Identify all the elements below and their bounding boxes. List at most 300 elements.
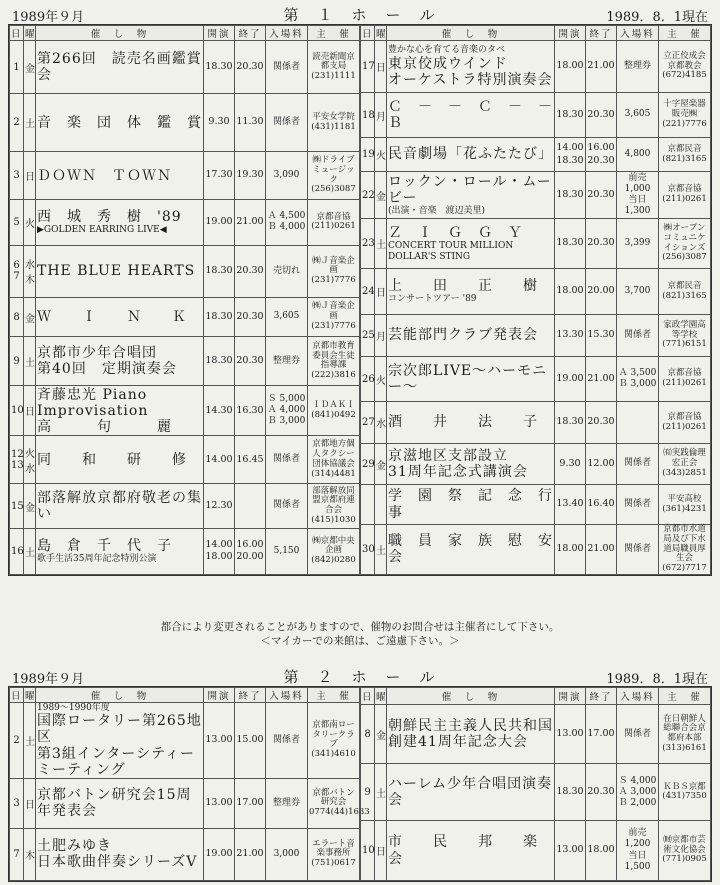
table-row [10,703,360,779]
table-row [10,828,360,880]
price-cell: 3,399 [617,219,659,269]
host-cell: ㈲実践倫理宏正会 (343)2851 [659,444,711,485]
host-cell: 京都民音 (821)3165 [659,138,711,172]
host-cell: 十字屋楽器販売㈱ (221)7776 [659,93,711,138]
end-time-cell: 21.00 [586,525,617,575]
event-cell [387,357,555,402]
end-time-cell: 15.00 [235,703,266,779]
price-cell: 前売 1,200 当日 1,500 [617,821,659,880]
host-cell: 京都南ロータリークラブ (341)4610 [308,703,360,779]
day-cell: 9 [10,337,24,386]
weekday-cell: 水 [375,402,387,444]
end-time-cell: 21.00 [586,41,617,93]
column-header: 終了 [586,688,617,705]
day-cell: 23 [361,219,375,269]
weekday-cell: 月 [375,93,387,138]
price-cell: 関係者 [617,525,659,575]
table-row [361,357,711,402]
price-cell: 関係者 [617,315,659,357]
end-time-cell: 20.30 [235,337,266,386]
table-row [10,297,360,337]
day-cell: 17 [361,41,375,93]
event-title: 国際ロータリー第265地区 第3組インターシティーミーティング [37,713,202,778]
host-cell: 家政学園高等学校 (771)6151 [659,315,711,357]
day-cell: 3 [10,778,24,828]
price-cell: Ｓ 5,000 Ａ 4,000 Ｂ 3,000 [266,386,308,436]
start-time-cell: 13.00 [555,705,586,764]
host-cell: 京都音協 (211)0261 [659,402,711,444]
table-row [361,525,711,575]
table-row [361,315,711,357]
host-cell: ㈱Ｊ音楽企画 (231)7776 [308,245,360,297]
notice-line-2: ＜マイカーでの来館は、ご遠慮下さい。＞ [260,635,460,647]
weekday-cell: 金 [375,705,387,764]
price-cell: Ａ 3,500 Ｂ 3,000 [617,357,659,402]
column-header: 開演 [555,26,586,41]
event-cell [36,436,204,484]
weekday-cell: 金 [24,484,36,529]
table-row [10,41,360,94]
event-title: 京都市少年合唱団 第40回 定期演奏会 [37,345,177,378]
weekday-cell: 土 [24,94,36,152]
start-time-cell: 13.30 [555,315,586,357]
end-time-cell: 20.30 [586,764,617,821]
start-time-cell: 18.30 [555,219,586,269]
weekday-cell [375,485,387,525]
end-time-cell: 20.30 [586,219,617,269]
table-row [361,485,711,525]
event-title: 斉藤忠光 Piano Improvisation 高 句 麗 [37,386,172,435]
weekday-cell: 日 [375,269,387,315]
event-note: 1989〜1990年度 [37,703,110,713]
column-header: 終了 [586,26,617,41]
end-time-cell: 12.00 [586,444,617,485]
start-time-cell: 19.00 [204,199,235,245]
event-cell [387,485,568,525]
end-time-cell: 17.00 [586,705,617,764]
event-title: 京滋地区支部設立 31周年記念式講演会 [388,447,528,480]
table-row [10,778,360,828]
price-cell: 関係者 [266,436,308,484]
weekday-cell: 土 [375,764,387,821]
event-cell [387,138,555,172]
notice [0,620,720,648]
end-time-cell: 15.30 [586,315,617,357]
day-cell: 8 [10,297,24,337]
start-time-cell: 14.30 [204,386,235,436]
table-row [361,705,711,764]
price-cell: 整理券 [617,41,659,93]
day-cell: 30 [361,525,375,575]
event-title: 東京佼成ウインド オーケストラ特別演奏会 [388,55,553,88]
price-cell: 前売 1,000 当日 1,300 [617,172,659,219]
event-cell [36,297,204,337]
weekday-cell: 土 [24,703,36,779]
end-time-cell: 20.30 [235,297,266,337]
column-header: 催 し 物 [36,26,204,41]
event-title: 京都バトン研究会15周年発表会 [37,787,192,820]
end-time-cell: 20.30 [235,41,266,94]
column-header: 日 [10,26,24,41]
end-time-cell: 20.30 [235,245,266,297]
start-time-cell: 13.40 [555,485,586,525]
host-cell: 京都音協 (211)0261 [659,172,711,219]
start-time-cell: 13.00 [204,778,235,828]
column-header: 曜 [24,26,36,41]
event-cell [36,386,204,436]
day-cell [361,485,375,525]
host-cell: 京都民音 (821)3165 [659,269,711,315]
host-cell: 在日朝鮮人総聯合会京都府本部 (313)6161 [659,705,711,764]
column-header: 開演 [555,688,586,705]
column-header: 入場料 [617,688,659,705]
end-time-cell: 20.30 [586,172,617,219]
day-cell: 15 [10,484,24,529]
table-row [361,219,711,269]
weekday-cell: 木 [24,828,36,880]
price-cell: 3,000 [266,828,308,880]
hall-2-schedule [8,686,712,882]
start-time-cell: 17.30 [204,152,235,200]
table-row [10,245,360,297]
host-cell: 京都音協 (211)0261 [659,357,711,402]
host-cell: 京都バトン研究会 0774(44)1633 [308,778,360,828]
header-row [361,26,711,41]
event-title: 部落解放京都府敬老の集い [37,489,202,523]
price-cell [617,402,659,444]
end-time-cell: 17.00 [235,778,266,828]
start-time-cell: 13.00 [555,821,586,880]
day-cell: 1 [10,41,24,94]
event-subtitle: CONCERT TOUR MILLION DOLLAR'S STING [388,241,514,262]
host-cell: ㈱Ｊ音楽企画 (231)7776 [308,297,360,337]
weekday-cell: 水 木 [24,245,36,297]
table-row [361,821,711,880]
event-title: 土肥みゆき 日本歌曲伴奏シリーズⅤ [37,838,198,871]
event-cell [36,152,204,200]
day-cell: 26 [361,357,375,402]
table-row [10,94,360,152]
event-title: 同 和 研 修 [37,451,187,468]
start-time-cell: 18.30 [204,297,235,337]
day-cell: 10 [10,386,24,436]
host-cell: ＩＤＡＫＩ (841)0492 [308,386,360,436]
hall-1-schedule [8,24,712,576]
hall-2-title: 第 ２ ホ ー ル [283,668,437,686]
event-cell [36,703,204,779]
event-title: 西 城 秀 樹 '89 [37,209,182,226]
start-time-cell: 14.00 18.30 [555,138,586,172]
price-cell: 関係者 [266,703,308,779]
price-cell: 5,150 [266,528,308,574]
event-cell [36,94,204,152]
table-row [10,199,360,245]
hall-2-right-table [360,687,711,881]
event-cell [387,219,555,269]
start-time-cell: 9.30 [204,94,235,152]
day-cell: 18 [361,93,375,138]
column-header: 催 し 物 [36,688,204,703]
hall-2-left-table [9,687,370,881]
end-time-cell: 20.30 [586,402,617,444]
day-cell: 22 [361,172,375,219]
day-cell: 2 [10,94,24,152]
event-title: ハーレム少年合唱団演奏会 [388,776,553,809]
host-cell: エラート音楽事務所 (751)0617 [308,828,360,880]
hall-2-section [8,664,712,882]
host-cell: ㈱オープンコミュニケイションズ (256)3087 [659,219,711,269]
event-title: 第266回 読売名画鑑賞会 [37,51,202,84]
start-time-cell: 9.30 [555,444,586,485]
start-time-cell: 18.00 [555,269,586,315]
start-time-cell: 12.30 [204,484,235,529]
event-title: 職 員 家 族 慰 安 会 [388,533,568,566]
column-header: 主 催 [659,688,711,705]
table-row [10,528,360,574]
table-row [361,41,711,93]
event-title: 上 田 正 樹 [388,278,538,295]
start-time-cell: 14.00 18.00 [204,528,235,574]
host-cell: ㈶京都市芸術文化協会 (771)0905 [659,821,711,880]
end-time-cell: 16.30 [235,386,266,436]
weekday-cell: 月 [375,315,387,357]
column-header: 催 し 物 [387,688,555,705]
event-cell [36,337,204,386]
column-header: 催 し 物 [387,26,555,41]
event-cell [387,525,568,575]
event-cell [387,821,568,880]
table-row [10,484,360,529]
day-cell: 9 [361,764,375,821]
event-cell [36,199,204,245]
price-cell: 3,605 [266,297,308,337]
table-row [10,386,360,436]
start-time-cell: 19.00 [204,828,235,880]
day-cell: 25 [361,315,375,357]
event-cell [36,528,204,574]
day-cell: 27 [361,402,375,444]
host-cell: ㈱ドライブ ミュージック (256)3087 [308,152,360,200]
hall-2-header [8,664,712,686]
day-cell: 12 13 [10,436,24,484]
weekday-cell: 日 [375,821,387,880]
header-row [361,688,711,705]
day-cell: 8 [361,705,375,764]
header-row [10,26,360,41]
event-note: 豊かな心を育てる音楽のタベ [388,45,506,56]
weekday-cell: 火 [375,138,387,172]
end-time-cell: 21.00 [586,357,617,402]
table-row [361,172,711,219]
price-cell: Ｓ 4,000 Ａ 3,000 Ｂ 2,000 [617,764,659,821]
table-row [361,402,711,444]
event-cell [387,93,568,138]
event-title: ロックン・ロール・ムービー [388,173,552,206]
event-title: 民音劇場「花ふたたび」 [388,146,553,163]
price-cell: 関係者 [266,94,308,152]
event-title: THE BLUE HEARTS [37,263,196,280]
day-cell: 6 7 [10,245,24,297]
event-title: Ｗ Ｉ Ｎ Ｋ [37,308,187,325]
start-time-cell: 13.00 [204,703,235,779]
event-subtitle: 歌手生活35周年記念特別公演 [37,554,157,565]
weekday-cell: 火 [24,199,36,245]
event-subtitle: (出演・音楽 渡辺美里) [388,205,486,216]
event-cell [387,705,555,764]
event-cell [387,41,555,93]
weekday-cell: 土 [24,528,36,574]
end-time-cell [235,484,266,529]
start-time-cell: 18.00 [555,41,586,93]
event-cell [36,245,204,297]
start-time-cell: 18.30 [555,172,586,219]
price-cell: 3,700 [617,269,659,315]
host-cell: 京都地方個人タクシー団体協議会 (314)4481 [308,436,360,484]
weekday-cell: 土 [375,525,387,575]
start-time-cell: 18.30 [555,93,586,138]
price-cell: 整理券 [266,778,308,828]
price-cell: 4,800 [617,138,659,172]
weekday-cell: 金 [375,444,387,485]
column-header: 入場料 [266,688,308,703]
end-time-cell: 18.00 [586,821,617,880]
hall-1-right-table [360,25,711,575]
column-header: 主 催 [659,26,711,41]
end-time-cell: 21.00 [235,199,266,245]
column-header: 入場料 [266,26,308,41]
price-cell: 関係者 [266,41,308,94]
column-header: 開演 [204,688,235,703]
host-cell: 京都市教育委員会生徒指導課 (222)3816 [308,337,360,386]
hall-1-left-table [9,25,360,575]
host-cell: ＫＢＳ京都 (431)7350 [659,764,711,821]
host-cell: 京都市水道局及び下水道局職員厚生会 (672)7717 [659,525,711,575]
table-row [10,436,360,484]
table-row [10,337,360,386]
column-header: 日 [10,688,24,703]
event-title: 島 倉 千 代 子 [37,538,172,555]
start-time-cell: 18.30 [204,337,235,386]
event-title: 学 園 祭 記 念 行 事 [388,488,568,521]
hall-1-section [8,2,712,576]
host-cell: 平安女学院 (431)1181 [308,94,360,152]
table-row [361,764,711,821]
end-time-cell: 16.45 [235,436,266,484]
column-header: 曜 [375,26,387,41]
event-title: Ｚ Ｉ Ｇ Ｇ Ｙ [388,225,523,242]
host-cell: ㈱京都中央企画 (842)0280 [308,528,360,574]
column-header: 開演 [204,26,235,41]
day-cell: 24 [361,269,375,315]
event-title: 酒 井 法 子 [388,414,538,431]
table-row [361,444,711,485]
event-cell [387,315,555,357]
event-cell [36,484,204,529]
end-time-cell: 21.00 [235,828,266,880]
column-header: 終了 [235,26,266,41]
end-time-cell: 16.00 20.00 [235,528,266,574]
column-header: 曜 [24,688,36,703]
column-header: 主 催 [308,26,360,41]
weekday-cell: 金 [24,41,36,94]
price-cell: 売切れ [266,245,308,297]
column-header: 主 催 [308,688,360,703]
event-title: 市 民 邦 楽 会 [388,834,568,867]
host-cell: 京都音協 (211)0261 [308,199,360,245]
day-cell: 16 [10,528,24,574]
start-time-cell: 18.30 [555,402,586,444]
header-row [10,688,360,703]
day-cell: 5 [10,199,24,245]
price-cell: 関係者 [617,705,659,764]
event-title: 音 楽 団 体 鑑 賞 [37,114,202,131]
table-row [361,269,711,315]
price-cell: 関係者 [266,484,308,529]
table-row [361,93,711,138]
price-cell: 整理券 [266,337,308,386]
start-time-cell: 18.30 [204,245,235,297]
hall-1-header [8,2,712,24]
price-cell: 関係者 [617,485,659,525]
event-subtitle: ▶GOLDEN EARRING LIVE◀ [37,225,167,236]
weekday-cell: 日 [24,778,36,828]
column-header: 終了 [235,688,266,703]
start-time-cell: 19.00 [555,357,586,402]
host-cell: 立正佼成会京都教会 (672)4185 [659,41,711,93]
event-cell [36,828,204,880]
event-cell [387,444,555,485]
event-subtitle: コンサートツアー '89 [388,294,477,305]
day-cell: 29 [361,444,375,485]
weekday-cell: 金 [375,172,387,219]
weekday-cell: 火 水 [24,436,36,484]
event-title: Ｃ － － Ｃ － － Ｂ [388,98,568,131]
weekday-cell: 土 [375,219,387,269]
day-cell: 7 [10,828,24,880]
event-title: ＤＯＷＮ ＴＯＷＮ [37,167,172,184]
hall-2-year-month: 1989年９月 [12,672,85,687]
start-time-cell: 18.00 [555,525,586,575]
price-cell: 関係者 [617,444,659,485]
column-header: 日 [361,26,375,41]
event-cell [387,402,555,444]
event-title: 芸能部門クラブ発表会 [388,327,538,344]
hall-1-as-of: 1989．8．1現在 [606,10,708,25]
day-cell: 3 [10,152,24,200]
day-cell: 19 [361,138,375,172]
event-title: 朝鮮民主主義人民共和国 創建41周年記念大会 [388,718,553,751]
end-time-cell: 16.00 20.30 [586,138,617,172]
host-cell: 読売新聞京都支局 (231)1111 [308,41,360,94]
notice-line-1: 都合により変更されることがありますので、催物のお問合せは主催者にして下さい。 [160,621,560,633]
event-cell [387,764,555,821]
column-header: 入場料 [617,26,659,41]
weekday-cell: 火 [375,357,387,402]
start-time-cell: 18.30 [555,764,586,821]
hall-2-as-of: 1989．8．1現在 [606,672,708,687]
weekday-cell: 日 [375,41,387,93]
event-cell [387,172,555,219]
table-row [10,152,360,200]
hall-1-title: 第 １ ホ ー ル [283,6,437,24]
column-header: 日 [361,688,375,705]
start-time-cell: 14.00 [204,436,235,484]
host-cell: 平安高校 (361)4231 [659,485,711,525]
event-cell [36,778,204,828]
weekday-cell: 金 [24,297,36,337]
host-cell: 部落解放同盟京都府連合会 (415)1030 [308,484,360,529]
price-cell: Ａ 4,500 Ｂ 4,000 [266,199,308,245]
